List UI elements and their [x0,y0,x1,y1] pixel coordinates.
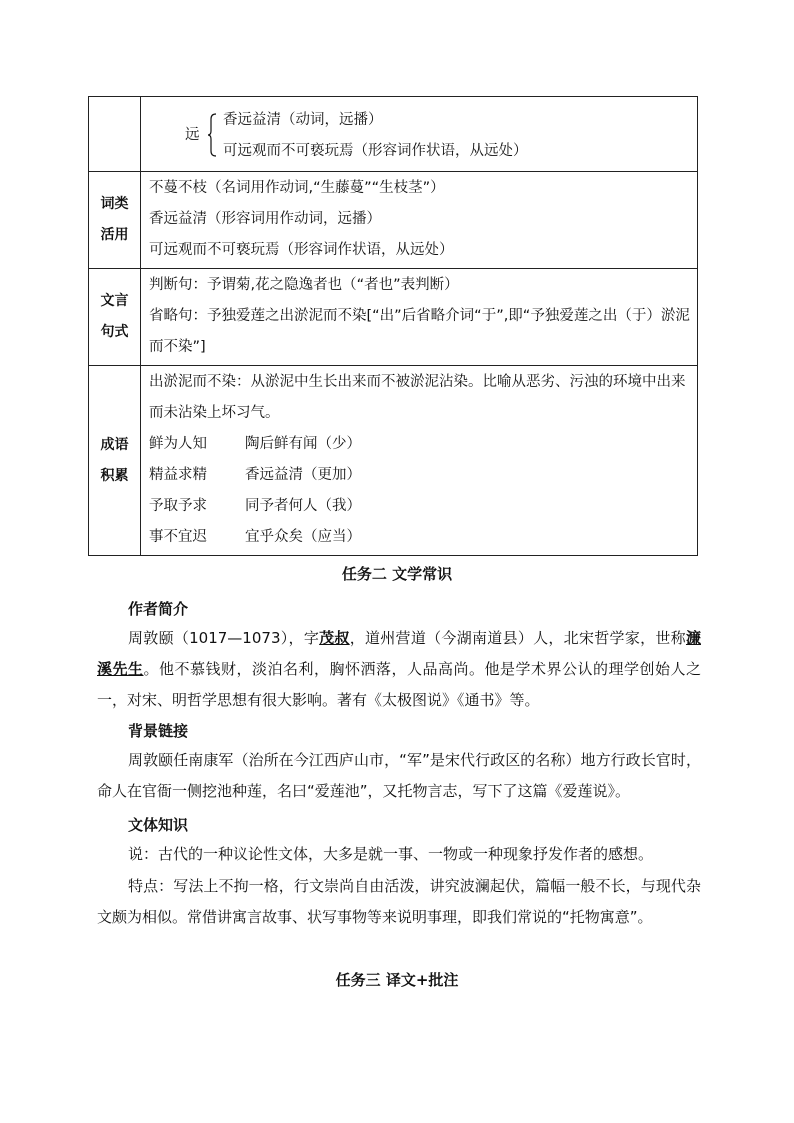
yuan-usage-1: 香远益清（动词，远播） [223,112,383,128]
idiom-cell [141,366,698,556]
author-paragraph: 周敦颐（1017—1073），字茂叔，道州营道（今湖南道县）人，北宋哲学家，世称濂溪先生。他不慕钱财，淡泊名利，胸怀洒落，人品高尚。他是学术界公认的理学创始人之一，对宋、明哲学思想有很大影响。著有《太极图说》《通书》等。 [97,629,701,709]
empty-label-cell [89,97,141,172]
idiom-intro: 出淤泥而不染：从淤泥中生长出来而不被淤泥沾染。比喻从恶劣、污浊的环境中出来而未沾染上坏习气。 [149,374,686,421]
content-line: 可远观而不可亵玩焉（形容词作状语，从远处） [149,242,454,258]
table-row [89,269,698,366]
brace-icon [207,113,217,157]
background-paragraph: 周敦颐任南康军（治所在今江西庐山市，“军”是宋代行政区的名称）地方行政长官时，命人在官衙一侧挖池种莲，名曰“爱莲池”，又托物言志，写下了这篇《爱莲说》。 [97,751,701,800]
content-line: 省略句：予独爱莲之出淤泥而不染[“出”后省略介词“于”,即“予独爱莲之出（于）淤泥而不染”] [149,308,690,355]
genre-paragraph-1: 说：古代的一种议论性文体，大多是就一事、一物或一种现象抒发作者的感想。 [128,845,654,863]
row-label: 词类 活用 [89,172,141,269]
idiom-pair: 精益求精 香远益清（更加） [149,467,361,483]
background-heading: 背景链接 [128,722,189,740]
row-label: 成语 积累 [89,366,141,556]
idiom-pair: 事不宜迟 宜乎众矣（应当） [149,529,361,545]
content-line: 不蔓不枝（名词用作动词,“生藤蔓”“生枝茎”） [149,180,445,196]
content-line: 判断句：予谓菊,花之隐逸者也（“者也”表判断） [149,277,459,293]
table-row [89,97,698,172]
yuan-character: 远 [185,127,200,143]
vocab-table [88,96,698,556]
idiom-pair: 予取予求 同予者何人（我） [149,498,361,514]
sentence-pattern-cell [141,269,698,366]
content-line: 香远益清（形容词用作动词，远播） [149,211,381,227]
idiom-pair: 鲜为人知 陶后鲜有闻（少） [149,436,361,452]
genre-heading: 文体知识 [128,816,189,834]
yuan-usage-2: 可远观而不可亵玩焉（形容词作状语，从远处） [223,143,528,159]
yuan-cell [141,97,698,172]
table-row [89,172,698,269]
courtesy-name: 茂叔 [319,629,350,647]
task2-title: 任务二 文学常识 [341,565,453,583]
honorific-name: 濂溪先生 [97,629,701,678]
author-heading: 作者简介 [128,600,189,618]
table-row [89,366,698,556]
row-label: 文言 句式 [89,269,141,366]
genre-paragraph-2: 特点：写法上不拘一格，行文崇尚自由活泼，讲究波澜起伏，篇幅一般不长，与现代杂文颇为相似。常借讲寓言故事、状写事物等来说明事理，即我们常说的“托物寓意”。 [97,877,701,926]
task3-title: 任务三 译文+批注 [335,971,459,989]
word-class-cell [141,172,698,269]
